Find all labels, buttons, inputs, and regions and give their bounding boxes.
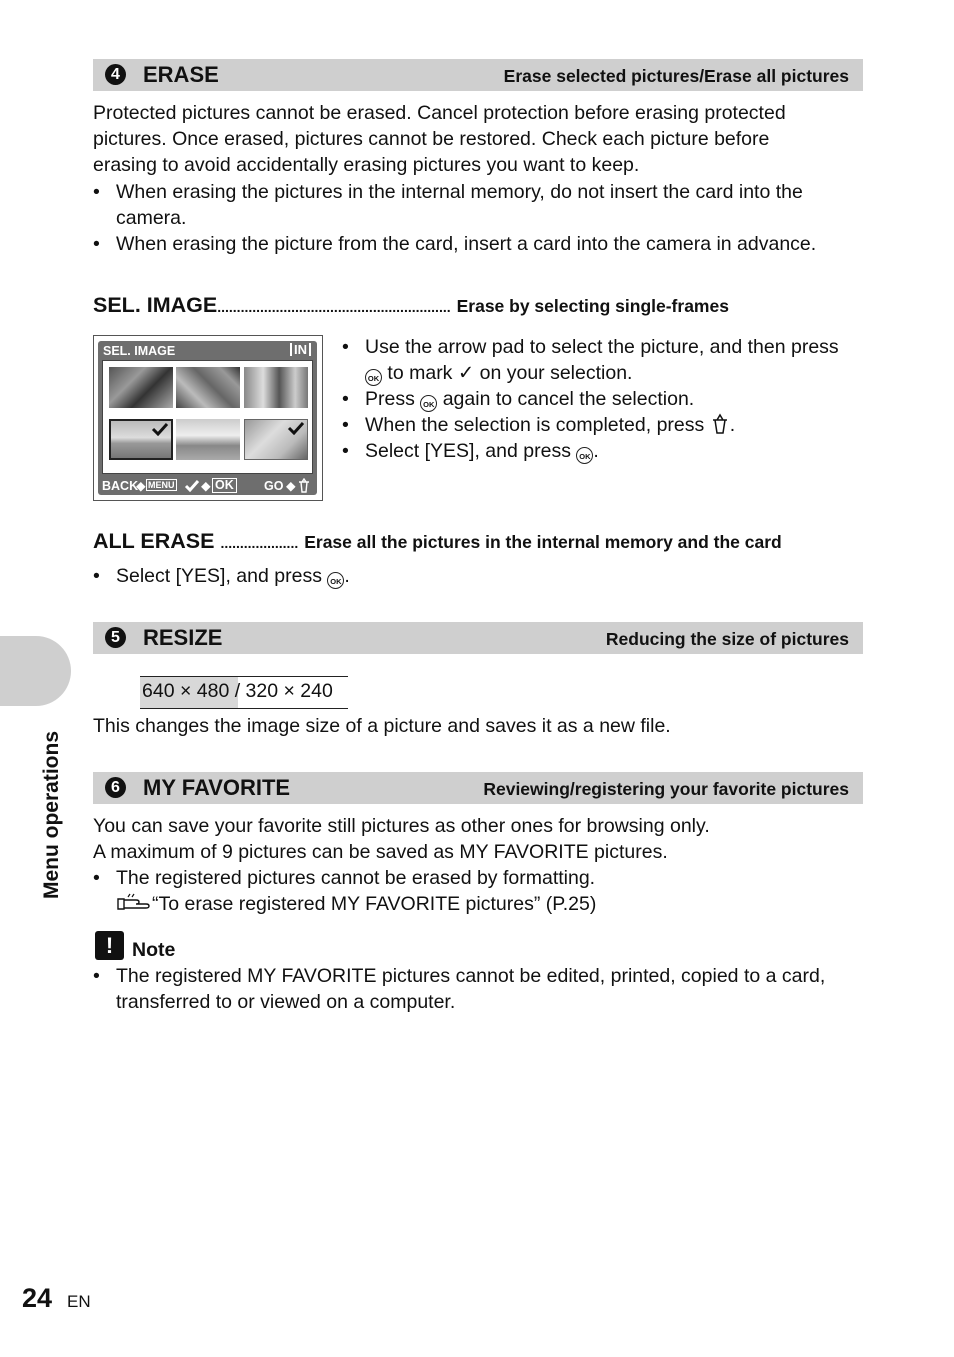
resize-text: This changes the image size of a picture and saves it as a new file. <box>93 715 671 737</box>
resize-option-640: 640 × 480 <box>142 680 230 702</box>
thumbnail <box>109 419 173 460</box>
thumbnail <box>109 367 173 408</box>
thumbnail <box>244 419 308 460</box>
check-mark: ✓ <box>457 362 475 384</box>
sel-image-bullet: • Use the arrow pad to select the picture, and then press OK to mark ✓ on your selection. <box>342 336 839 384</box>
resize-options <box>140 676 348 709</box>
ok-button-icon: OK <box>576 447 593 464</box>
note-icon: ! <box>95 931 124 960</box>
page-number: 24 <box>22 1283 53 1313</box>
check-icon <box>151 422 169 436</box>
resize-option-320: / 320 × 240 <box>234 680 333 702</box>
check-icon <box>184 479 200 492</box>
section-title: ERASE <box>143 62 219 87</box>
section-number: 5 <box>105 627 126 648</box>
favorite-text: You can save your favorite still pictures as other ones for browsing only. A maximum of 9 pictures can be saved as MY FAVORITE pictures. <box>93 815 710 863</box>
thumbnail <box>176 367 240 408</box>
favorite-header <box>93 772 863 804</box>
section-title: RESIZE <box>143 625 223 650</box>
sel-image-bullet: • When the selection is completed, press . <box>342 414 736 436</box>
sel-image-bullet: • Select [YES], and press OK . <box>342 440 599 462</box>
section-title: MY FAVORITE <box>143 775 291 800</box>
trash-icon <box>296 478 312 493</box>
check-icon <box>287 421 305 435</box>
ok-button-icon: OK <box>365 369 382 386</box>
erase-bullet: • When erasing the pictures in the internal memory, do not insert the card into the camera. <box>93 181 803 229</box>
trash-icon <box>710 413 730 435</box>
thumbnail <box>176 419 240 460</box>
all-erase-bullet: • Select [YES], and press OK . <box>93 565 350 587</box>
section-subtitle: Reducing the size of pictures <box>605 629 849 649</box>
side-label: Menu operations <box>40 730 63 900</box>
screen-footer: BACK ◆ MENU ◆ OK GO ◆ <box>98 477 317 495</box>
reference-hand-icon <box>116 893 152 913</box>
note-label: Note <box>132 939 176 961</box>
thumbnail-grid <box>102 360 313 474</box>
erase-bullet: • When erasing the picture from the card, insert a card into the camera in advance. <box>93 233 817 255</box>
side-tab <box>0 636 71 706</box>
memory-indicator: IN <box>290 343 311 356</box>
sel-image-bullet: • Press OK again to cancel the selection. <box>342 388 695 410</box>
camera-screen <box>93 335 323 501</box>
section-number: 4 <box>105 64 126 85</box>
section-subtitle: Reviewing/registering your favorite pictures <box>483 779 849 799</box>
section-number: 6 <box>105 777 126 798</box>
ok-button-icon: OK <box>420 395 437 412</box>
screen-title: SEL. IMAGE <box>103 344 176 358</box>
language-code: EN <box>67 1292 91 1311</box>
note-bullet: • The registered MY FAVORITE pictures cannot be edited, printed, copied to a card, transferred to or viewed on a computer. <box>93 965 826 1013</box>
erase-intro: Protected pictures cannot be erased. Cancel protection before erasing protected pictures. Once erased, pictures cannot be restored. Check each picture before erasing to avoid accidentally erasing pictures you want to keep. <box>93 102 786 176</box>
favorite-bullet: • The registered pictures cannot be erased by formatting. “To erase registered MY FAVORITE pictures” (P.25) <box>93 867 597 915</box>
all-erase-heading: ALL ERASE .................... Erase all the pictures in the internal memory and the card <box>93 529 782 553</box>
erase-header <box>93 59 863 91</box>
sel-image-heading: SEL. IMAGE............................................................ Erase by selecting single-frames <box>93 293 729 317</box>
ok-button-icon: OK <box>327 572 344 589</box>
section-subtitle: Erase selected pictures/Erase all pictures <box>503 66 849 86</box>
resize-header <box>93 622 863 654</box>
thumbnail <box>244 367 308 408</box>
